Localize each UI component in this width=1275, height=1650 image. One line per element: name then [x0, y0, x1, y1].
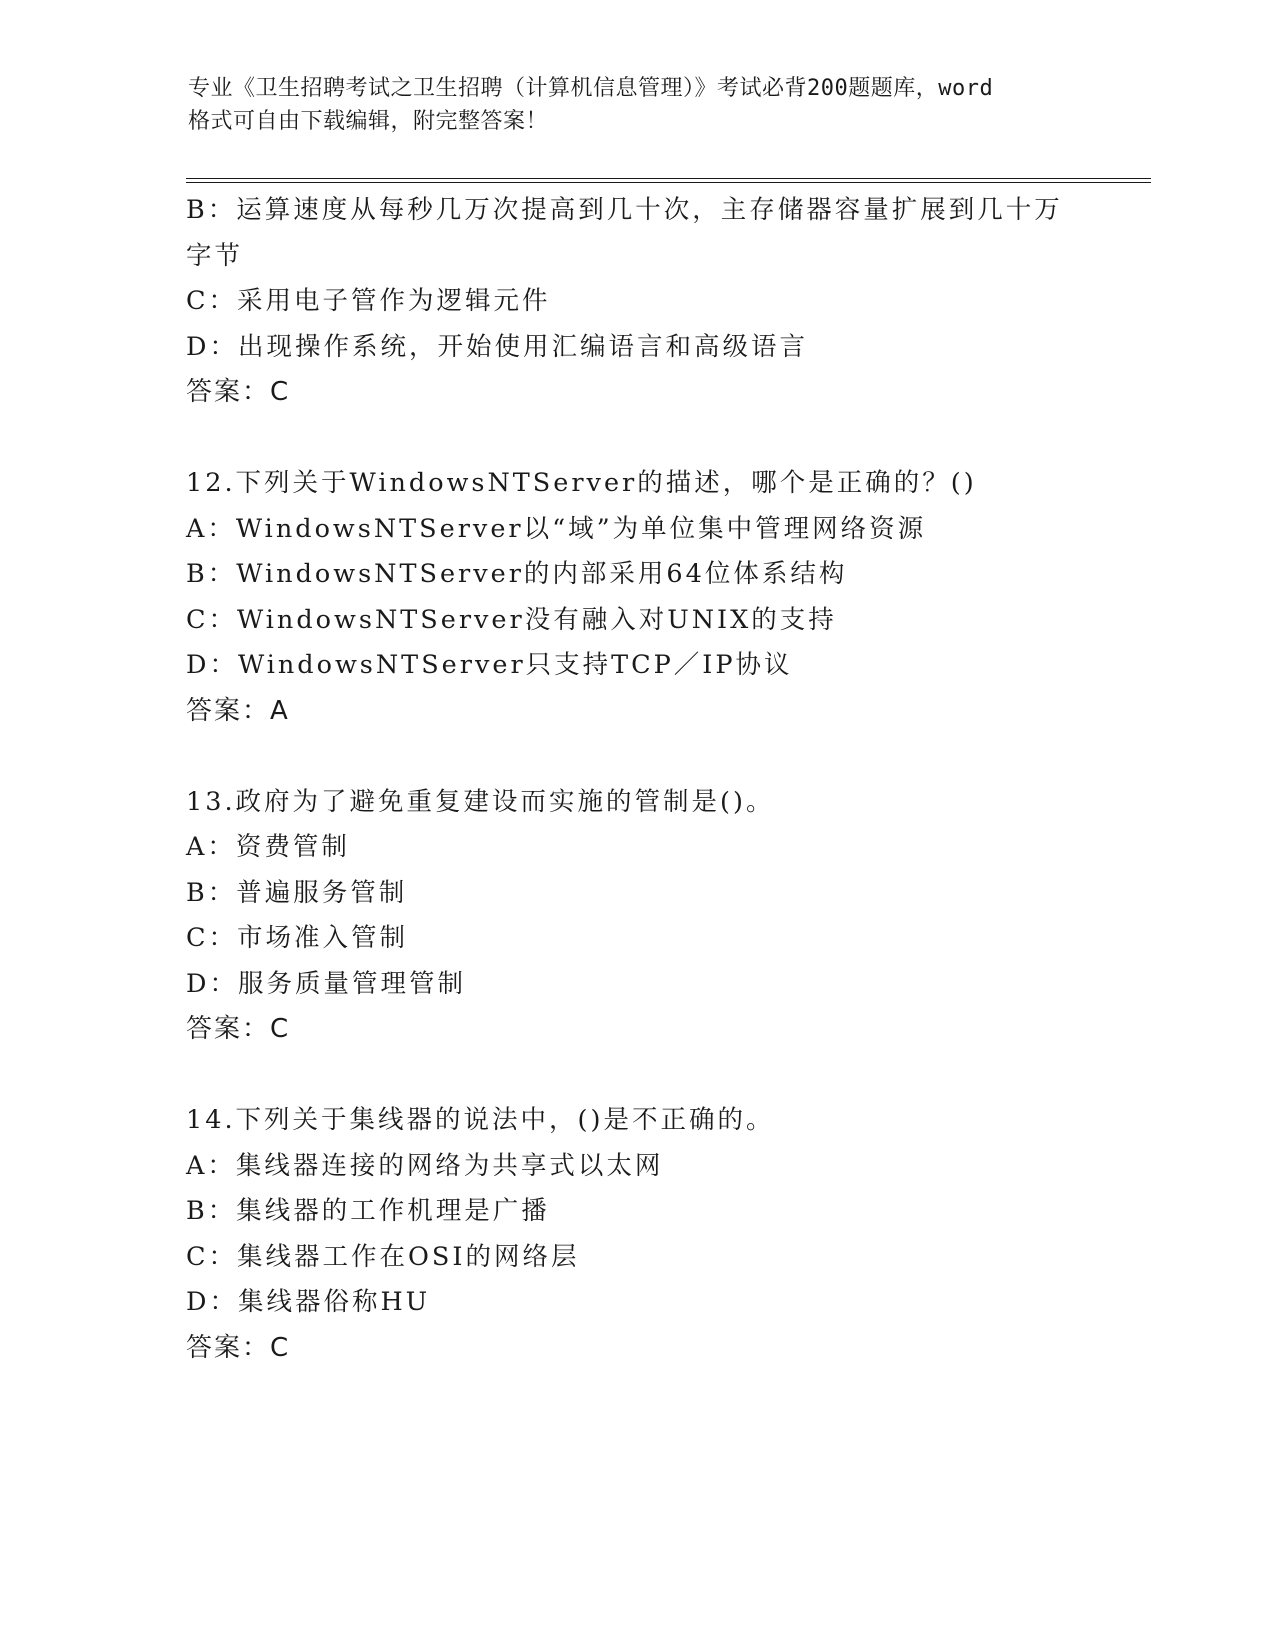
document-header — [188, 72, 1088, 138]
question-stem: 13.政府为了避免重复建设而实施的管制是()。 — [186, 786, 775, 817]
question-block-13 — [186, 780, 1086, 1053]
spacer — [186, 734, 1086, 780]
option-b: B：WindowsNTServer的内部采用64位体系结构 — [186, 559, 848, 589]
answer-line: 答案：C — [186, 377, 291, 407]
question-block-14 — [186, 1098, 1086, 1371]
question-list — [186, 188, 1086, 1371]
option-d: D：出现操作系统，开始使用汇编语言和高级语言 — [186, 331, 808, 362]
option-b-line-2: 字节 — [186, 240, 244, 271]
option-b-line-1: B：运算速度从每秒几万次提高到几十次，主存储器容量扩展到几十万 — [186, 195, 1063, 225]
answer-line: 答案：C — [186, 1332, 291, 1363]
question-block-12 — [186, 461, 1086, 734]
question-stem: 14.下列关于集线器的说法中，()是不正确的。 — [186, 1105, 775, 1135]
option-b: B：普遍服务管制 — [186, 877, 408, 908]
option-c: C：WindowsNTServer没有融入对UNIX的支持 — [186, 604, 837, 635]
option-a: A：资费管制 — [186, 832, 350, 862]
option-c: C：集线器工作在OSI的网络层 — [186, 1241, 580, 1272]
header-line-1: 专业《卫生招聘考试之卫生招聘（计算机信息管理）》考试必背200题题库，word — [188, 76, 994, 101]
spacer — [186, 1053, 1086, 1099]
header-line-2: 格式可自由下载编辑，附完整答案！ — [188, 109, 549, 134]
previous-question-block — [186, 188, 1086, 416]
option-d: D：服务质量管理管制 — [186, 968, 466, 999]
option-b: B：集线器的工作机理是广播 — [186, 1196, 550, 1226]
option-a: A：WindowsNTServer以“域”为单位集中管理网络资源 — [186, 513, 927, 544]
answer-line: 答案：C — [186, 1014, 291, 1044]
question-stem: 12.下列关于WindowsNTServer的描述，哪个是正确的？() — [186, 468, 977, 498]
option-c: C：市场准入管制 — [186, 923, 409, 953]
option-c: C：采用电子管作为逻辑元件 — [186, 286, 551, 316]
answer-line: 答案：A — [186, 695, 290, 726]
header-double-rule — [186, 178, 1151, 183]
option-d: D：集线器俗称HU — [186, 1287, 431, 1317]
option-d: D：WindowsNTServer只支持TCP／IP协议 — [186, 650, 793, 680]
option-a: A：集线器连接的网络为共享式以太网 — [186, 1150, 664, 1181]
spacer — [186, 416, 1086, 462]
